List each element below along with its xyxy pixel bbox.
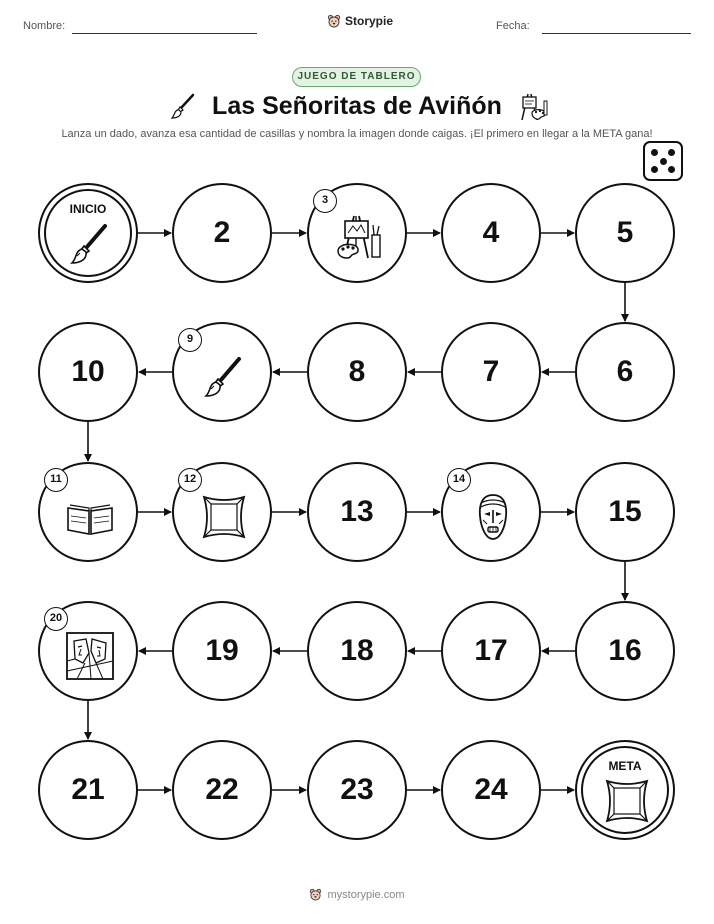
game-type-badge: JUEGO DE TABLERO xyxy=(292,67,421,87)
space-number-badge: 20 xyxy=(44,607,68,631)
space-number: 6 xyxy=(616,355,634,388)
board-space-1 xyxy=(38,183,138,283)
footer xyxy=(0,888,714,901)
instructions: Lanza un dado, avanza esa cantidad de casillas y nombra la imagen donde caigas. ¡El primero en llegar a la META gana! xyxy=(61,128,653,140)
space-label: META xyxy=(608,759,642,773)
space-number: 5 xyxy=(616,216,634,249)
board-space-17 xyxy=(441,601,541,701)
board-space-20 xyxy=(38,601,138,701)
space-number: 21 xyxy=(71,773,105,806)
board-space-12 xyxy=(172,462,272,562)
board-space-2 xyxy=(172,183,272,283)
board-space-22 xyxy=(172,740,272,840)
space-number: 2 xyxy=(213,216,231,249)
board-space-10 xyxy=(38,322,138,422)
board-space-25 xyxy=(575,740,675,840)
board-space-9 xyxy=(172,322,272,422)
space-number: 8 xyxy=(348,355,366,388)
board-space-3 xyxy=(307,183,407,283)
space-number: 23 xyxy=(340,773,374,806)
cubist-faces-icon xyxy=(65,631,115,681)
board-space-6 xyxy=(575,322,675,422)
space-number: 19 xyxy=(205,634,239,667)
page-title: Las Señoritas de Aviñón xyxy=(212,92,502,120)
space-number: 16 xyxy=(608,634,642,667)
space-number: 10 xyxy=(71,355,105,388)
board-space-13 xyxy=(307,462,407,562)
space-number: 17 xyxy=(474,634,508,667)
date-label: Fecha: xyxy=(496,20,530,32)
board-space-19 xyxy=(172,601,272,701)
space-number-badge: 3 xyxy=(313,189,337,213)
open-book-icon xyxy=(65,492,115,542)
space-number: 18 xyxy=(340,634,374,667)
board-space-23 xyxy=(307,740,407,840)
board-space-15 xyxy=(575,462,675,562)
space-number-badge: 11 xyxy=(44,468,68,492)
space-number-badge: 12 xyxy=(178,468,202,492)
board-space-7 xyxy=(441,322,541,422)
canvas-frame-icon xyxy=(199,492,249,542)
paintbrush-icon xyxy=(199,352,249,402)
space-number: 13 xyxy=(340,495,374,528)
board-space-11 xyxy=(38,462,138,562)
board-space-21 xyxy=(38,740,138,840)
space-label: INICIO xyxy=(69,202,107,216)
paintbrush-icon xyxy=(65,219,115,269)
space-number-badge: 9 xyxy=(178,328,202,352)
space-number: 7 xyxy=(482,355,500,388)
easel-palette-icon xyxy=(334,213,384,263)
footer-url[interactable]: mystorypie.com xyxy=(327,888,405,901)
board-space-14 xyxy=(441,462,541,562)
brand-name: Storypie xyxy=(345,14,394,28)
bear-icon xyxy=(309,888,322,901)
board-space-18 xyxy=(307,601,407,701)
space-number: 4 xyxy=(482,216,500,249)
space-number: 15 xyxy=(608,495,642,528)
canvas-frame-icon xyxy=(602,776,652,826)
tribal-mask-icon xyxy=(468,492,518,542)
space-number: 22 xyxy=(205,773,239,806)
board-space-24 xyxy=(441,740,541,840)
board-space-4 xyxy=(441,183,541,283)
board-space-8 xyxy=(307,322,407,422)
board-space-16 xyxy=(575,601,675,701)
board-space-5 xyxy=(575,183,675,283)
name-label: Nombre: xyxy=(23,20,66,32)
space-number: 24 xyxy=(474,773,508,806)
space-number-badge: 14 xyxy=(447,468,471,492)
